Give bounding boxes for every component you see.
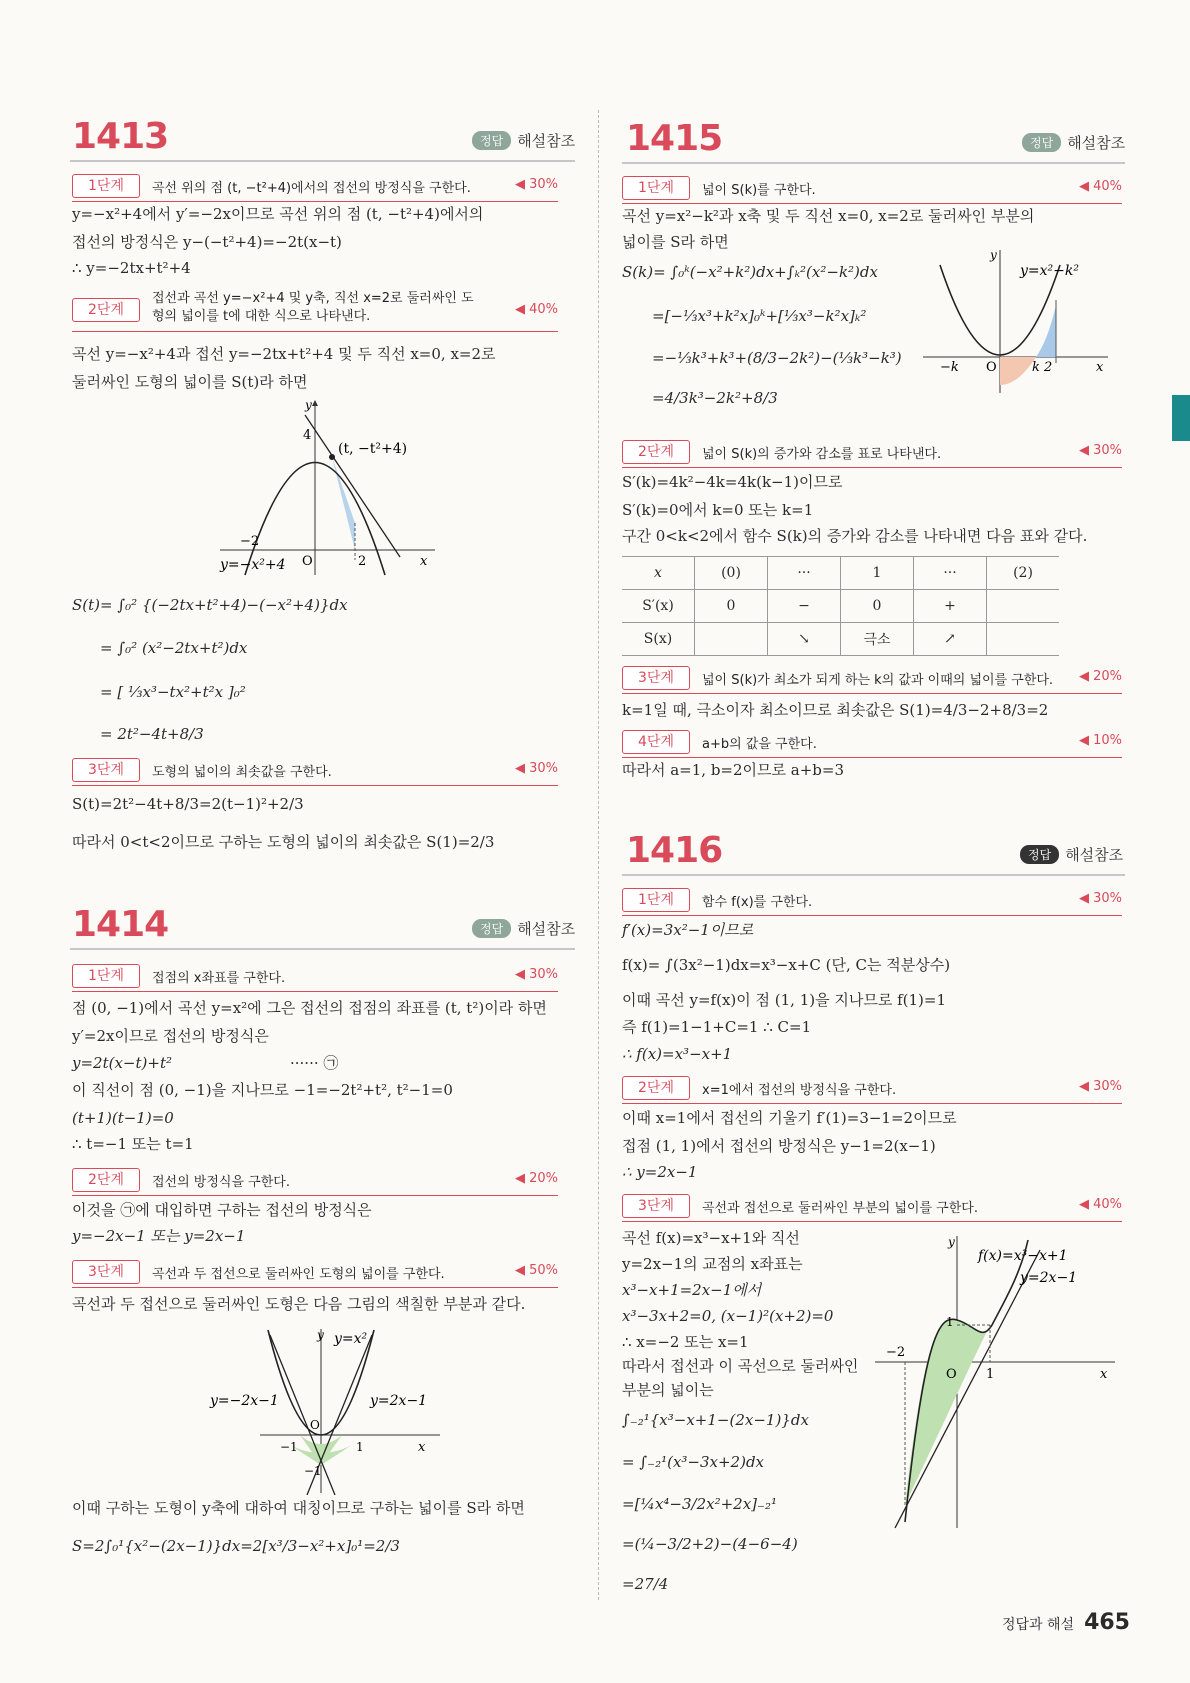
answer-tag-1415 — [1022, 132, 1125, 153]
step-1414-3 — [72, 1260, 558, 1286]
page-footer — [1002, 1610, 1130, 1635]
label-2: 2 — [358, 554, 367, 569]
label-point: (t, −t²+4) — [338, 441, 408, 457]
text-line: k=1일 때, 극소이자 최소이므로 최솟값은 S(1)=4/3−2+8/3=2 — [622, 701, 1049, 719]
step-1415-1 — [622, 176, 1122, 202]
step-label: 3단계 — [72, 1260, 140, 1284]
step-label: 2단계 — [72, 298, 140, 322]
text-line: S=2∫₀¹{x²−(2x−1)}dx=2[x³/3−x²+x]₀¹=2/3 — [72, 1537, 400, 1555]
equation: = 2t²−4t+8/3 — [100, 725, 204, 743]
column-divider — [598, 110, 599, 1600]
axis-label-y: y — [317, 1328, 324, 1342]
increase-decrease-table — [622, 556, 1059, 656]
step-1413-1 — [72, 174, 558, 200]
tangent-point — [329, 454, 335, 460]
step-title: 접선의 방정식을 구한다. — [152, 1175, 290, 1190]
text-line: S′(k)=4k²−4k=4k(k−1)이므로 — [622, 473, 843, 491]
answer-tag-1414 — [472, 918, 575, 939]
text-line: 곡선과 두 접선으로 둘러싸인 도형은 다음 그림의 색칠한 부분과 같다. — [72, 1295, 526, 1313]
label-k2: k 2 — [1032, 360, 1053, 375]
text-line: 부분의 넓이는 — [622, 1381, 714, 1399]
shaded-region — [905, 1319, 990, 1505]
axis-label-x: x — [418, 1440, 426, 1455]
step-label: 1단계 — [72, 174, 140, 198]
step-1413-3 — [72, 758, 558, 784]
graph-1416 — [870, 1230, 1120, 1530]
answer-text: 해설참조 — [1067, 134, 1126, 152]
text-line: f(x)= ∫(3x²−1)dx=x³−x+C (단, C는 적분상수) — [622, 956, 951, 974]
step-percent: ◀ 30% — [514, 761, 558, 776]
problem-number-1413: 1413 — [72, 116, 169, 157]
cubic-curve — [905, 1240, 1028, 1522]
text-line: ∴ t=−1 또는 t=1 — [72, 1135, 194, 1153]
header-rule — [622, 874, 1125, 876]
graph-1415 — [918, 245, 1118, 395]
graph-1413 — [210, 395, 440, 580]
equation: =4/3k³−2k²+8/3 — [652, 389, 778, 407]
equation: =[¼x⁴−3/2x²+2x]₋₂¹ — [622, 1495, 777, 1513]
label-y-neg1: −1 — [304, 1464, 322, 1478]
text-line: ∴ x=−2 또는 x=1 — [622, 1333, 749, 1351]
text-line: ∴ y=−2tx+t²+4 — [72, 259, 191, 277]
equation: S(t)= ∫₀² {(−2tx+t²+4)−(−x²+4)}dx — [72, 596, 348, 614]
text-line: 따라서 접선과 이 곡선으로 둘러싸인 — [622, 1357, 859, 1375]
problem-number-1416: 1416 — [626, 830, 723, 871]
text-line: 즉 f(1)=1−1+C=1 ∴ C=1 — [622, 1018, 812, 1036]
text-line: 접점 (1, 1)에서 접선의 방정식은 y−1=2(x−1) — [622, 1137, 936, 1155]
tangent-line — [895, 1250, 1040, 1528]
step-1415-4 — [622, 730, 1122, 756]
label-neg2: −2 — [240, 534, 260, 549]
label-origin: O — [302, 554, 313, 569]
axis-label-y: y — [990, 248, 997, 262]
step-1414-1 — [72, 964, 558, 990]
step-title: 넓이 S(k)의 증가와 감소를 표로 나타낸다. — [702, 447, 942, 462]
text-line: ∴ y=2x−1 — [622, 1163, 698, 1181]
step-percent: ◀ 30% — [1078, 891, 1122, 906]
header-rule — [70, 160, 575, 162]
step-label: 1단계 — [622, 888, 690, 912]
answer-tag-1416 — [1020, 844, 1123, 865]
label-neg2: −2 — [886, 1345, 906, 1360]
equation: = [ ⅓x³−tx²+t²x ]₀² — [100, 683, 246, 701]
text-line: y=2t(x−t)+t² — [72, 1054, 172, 1072]
step-title: 곡선과 두 접선으로 둘러싸인 도형의 넓이를 구한다. — [152, 1267, 445, 1282]
step-percent: ◀ 30% — [514, 967, 558, 982]
label-origin: O — [986, 360, 997, 375]
answer-pill: 정답 — [1020, 845, 1059, 864]
chapter-tab — [1172, 395, 1190, 441]
page-number: 465 — [1084, 1610, 1130, 1635]
text-line: 이 직선이 점 (0, −1)을 지나므로 −1=−2t²+t², t²−1=0 — [72, 1081, 453, 1099]
axis-label-x: x — [420, 554, 428, 569]
step-1415-3 — [622, 666, 1122, 692]
step-title: 넓이 S(k)가 최소가 되게 하는 k의 값과 이때의 넓이를 구한다. — [702, 673, 1054, 688]
answer-text: 해설참조 — [1065, 846, 1124, 864]
text-line: 이때 곡선 y=f(x)이 점 (1, 1)을 지나므로 f(1)=1 — [622, 991, 946, 1009]
text-line: 곡선 y=−x²+4과 접선 y=−2tx+t²+4 및 두 직선 x=0, x=2로 — [72, 345, 496, 363]
text-line: 넓이를 S라 하면 — [622, 233, 729, 251]
text-line: 따라서 0<t<2이므로 구하는 도형의 넓이의 최솟값은 S(1)=2/3 — [72, 833, 495, 851]
table-row: S′(x) 0 − 0 + — [622, 590, 1059, 623]
text-line: 이때 x=1에서 접선의 기울기 f′(1)=3−1=2이므로 — [622, 1109, 957, 1127]
text-line: y=2x−1의 교점의 x좌표는 — [622, 1255, 803, 1273]
step-percent: ◀ 10% — [1078, 733, 1122, 748]
answer-pill: 정답 — [1022, 133, 1061, 152]
answer-pill: 정답 — [472, 131, 511, 150]
text-line: S(t)=2t²−4t+8/3=2(t−1)²+2/3 — [72, 795, 304, 813]
step-title: 곡선과 접선으로 둘러싸인 부분의 넓이를 구한다. — [702, 1201, 978, 1216]
axis-label-x: x — [1100, 1367, 1108, 1382]
footer-label: 정답과 해설 — [1001, 1617, 1075, 1633]
text-line: ∴ f(x)=x³−x+1 — [622, 1045, 733, 1063]
step-1416-3 — [622, 1194, 1122, 1220]
curve-label: y=−x²+4 — [220, 557, 286, 573]
tangent-right-label: y=2x−1 — [370, 1393, 428, 1409]
text-line: 점 (0, −1)에서 곡선 y=x²에 그은 접선의 접점의 좌표를 (t, t²)이라 하면 — [72, 999, 547, 1017]
equation: = ∫₋₂¹(x³−3x+2)dx — [622, 1453, 765, 1471]
label-4: 4 — [303, 428, 312, 443]
step-label: 3단계 — [72, 758, 140, 782]
tangent-left-label: y=−2x−1 — [210, 1393, 279, 1409]
graph-1414 — [200, 1325, 450, 1495]
label-x1: 1 — [986, 1367, 995, 1382]
label-origin: O — [310, 1418, 320, 1432]
text-line: y=−x²+4에서 y′=−2x이므로 곡선 위의 점 (t, −t²+4)에서의 — [72, 205, 484, 223]
step-percent: ◀ 20% — [514, 1171, 558, 1186]
equation: S(k)= ∫₀ᵏ(−x²+k²)dx+∫ₖ²(x²−k²)dx — [622, 263, 878, 281]
answer-text: 해설참조 — [517, 132, 576, 150]
step-title: 곡선 위의 점 (t, −t²+4)에서의 접선의 방정식을 구한다. — [152, 181, 471, 196]
equation: =−⅓k³+k³+(8/3−2k²)−(⅓k³−k³) — [652, 349, 902, 367]
step-title: 도형의 넓이의 최솟값을 구한다. — [152, 765, 332, 780]
step-title: x=1에서 접선의 방정식을 구한다. — [702, 1083, 897, 1098]
step-percent: ◀ 30% — [1078, 1079, 1122, 1094]
text-line: 따라서 a=1, b=2이므로 a+b=3 — [622, 761, 845, 779]
label-neg-k: −k — [940, 360, 959, 375]
text-line: S′(k)=0에서 k=0 또는 k=1 — [622, 501, 814, 519]
text-line: f′(x)=3x²−1이므로 — [622, 921, 754, 939]
text-line: 곡선 y=x²−k²과 x축 및 두 직선 x=0, x=2로 둘러싸인 부분의 — [622, 207, 1035, 225]
step-title: 접점의 x좌표를 구한다. — [152, 971, 286, 986]
step-label: 2단계 — [622, 1076, 690, 1100]
text-line: y′=2x이므로 접선의 방정식은 — [72, 1027, 269, 1045]
curve-label: y=x²−k² — [1020, 263, 1079, 279]
text-line: 이것을 ㉠에 대입하면 구하는 접선의 방정식은 — [72, 1201, 372, 1219]
text-line: 곡선 f(x)=x³−x+1와 직선 — [622, 1229, 800, 1247]
curve-label: f(x)=x³−x+1 — [978, 1248, 1068, 1264]
step-title: 넓이 S(k)를 구한다. — [702, 183, 816, 198]
text-line: x³−3x+2=0, (x−1)²(x+2)=0 — [622, 1307, 834, 1325]
step-1414-2 — [72, 1168, 558, 1194]
step-title: 접선과 곡선 y=−x²+4 및 y축, 직선 x=2로 둘러싸인 도형의 넓이를 t에 대한 식으로 나타낸다. — [152, 291, 474, 324]
step-percent: ◀ 30% — [1078, 443, 1122, 458]
equation: ∫₋₂¹{x³−x+1−(2x−1)}dx — [622, 1411, 809, 1429]
answer-pill: 정답 — [472, 919, 511, 938]
table-row: x (0) ··· 1 ··· (2) — [622, 557, 1059, 590]
step-percent: ◀ 40% — [1078, 179, 1122, 194]
step-percent: ◀ 20% — [1078, 669, 1122, 684]
step-label: 1단계 — [622, 176, 690, 200]
text-line: 둘러싸인 도형의 넓이를 S(t)라 하면 — [72, 373, 308, 391]
tangent-left — [270, 1335, 335, 1495]
step-percent: ◀ 50% — [514, 1263, 558, 1278]
answer-tag-1413 — [472, 130, 575, 151]
step-percent: ◀ 40% — [1078, 1197, 1122, 1212]
table-row: S(x) ↘ 극소 ↗ — [622, 623, 1059, 656]
equation: =[−⅓x³+k²x]₀ᵏ+[⅓x³−k²x]ₖ² — [652, 307, 867, 325]
step-label: 2단계 — [622, 440, 690, 464]
header-rule — [622, 162, 1125, 164]
step-label: 3단계 — [622, 1194, 690, 1218]
header-rule — [70, 948, 575, 950]
shaded-region — [332, 457, 355, 550]
step-label: 2단계 — [72, 1168, 140, 1192]
step-label: 1단계 — [72, 964, 140, 988]
answer-text: 해설참조 — [517, 920, 576, 938]
problem-number-1415: 1415 — [626, 118, 723, 159]
step-1415-2 — [622, 440, 1122, 466]
problem-number-1414: 1414 — [72, 904, 169, 945]
axis-label-y: y — [948, 1235, 955, 1249]
text-line: 구간 0<k<2에서 함수 S(k)의 증가와 감소를 나타내면 다음 표와 같다. — [622, 527, 1088, 545]
label-1: 1 — [356, 1440, 364, 1454]
step-percent: ◀ 40% — [514, 302, 558, 317]
equation-tag: ······ ㉠ — [290, 1054, 339, 1072]
label-y1: 1 — [946, 1315, 954, 1329]
step-1416-1 — [622, 888, 1122, 914]
text-line: (t+1)(t−1)=0 — [72, 1109, 174, 1127]
label-origin: O — [946, 1367, 957, 1382]
step-label: 3단계 — [622, 666, 690, 690]
curve-label: y=x² — [334, 1331, 368, 1347]
step-1413-2 — [72, 290, 558, 330]
text-line: x³−x+1=2x−1에서 — [622, 1281, 762, 1299]
axis-label-y: y — [305, 398, 312, 412]
text-line: 이때 구하는 도형이 y축에 대하여 대칭이므로 구하는 넓이를 S라 하면 — [72, 1499, 525, 1517]
axis-label-x: x — [1096, 360, 1104, 375]
shaded-region-orange — [1000, 357, 1036, 385]
text-line: 접선의 방정식은 y−(−t²+4)=−2t(x−t) — [72, 233, 342, 251]
step-title: a+b의 값을 구한다. — [702, 737, 817, 752]
step-percent: ◀ 30% — [514, 177, 558, 192]
equation: =27/4 — [622, 1575, 669, 1593]
text-line: y=−2x−1 또는 y=2x−1 — [72, 1227, 246, 1245]
step-label: 4단계 — [622, 730, 690, 754]
equation: = ∫₀² (x²−2tx+t²)dx — [100, 639, 248, 657]
line-label: y=2x−1 — [1020, 1270, 1078, 1286]
label-neg1: −1 — [280, 1440, 298, 1454]
equation: =(¼−3/2+2)−(4−6−4) — [622, 1535, 798, 1553]
step-title: 함수 f(x)를 구한다. — [702, 895, 813, 910]
step-1416-2 — [622, 1076, 1122, 1102]
shaded-region-blue — [1036, 305, 1056, 357]
